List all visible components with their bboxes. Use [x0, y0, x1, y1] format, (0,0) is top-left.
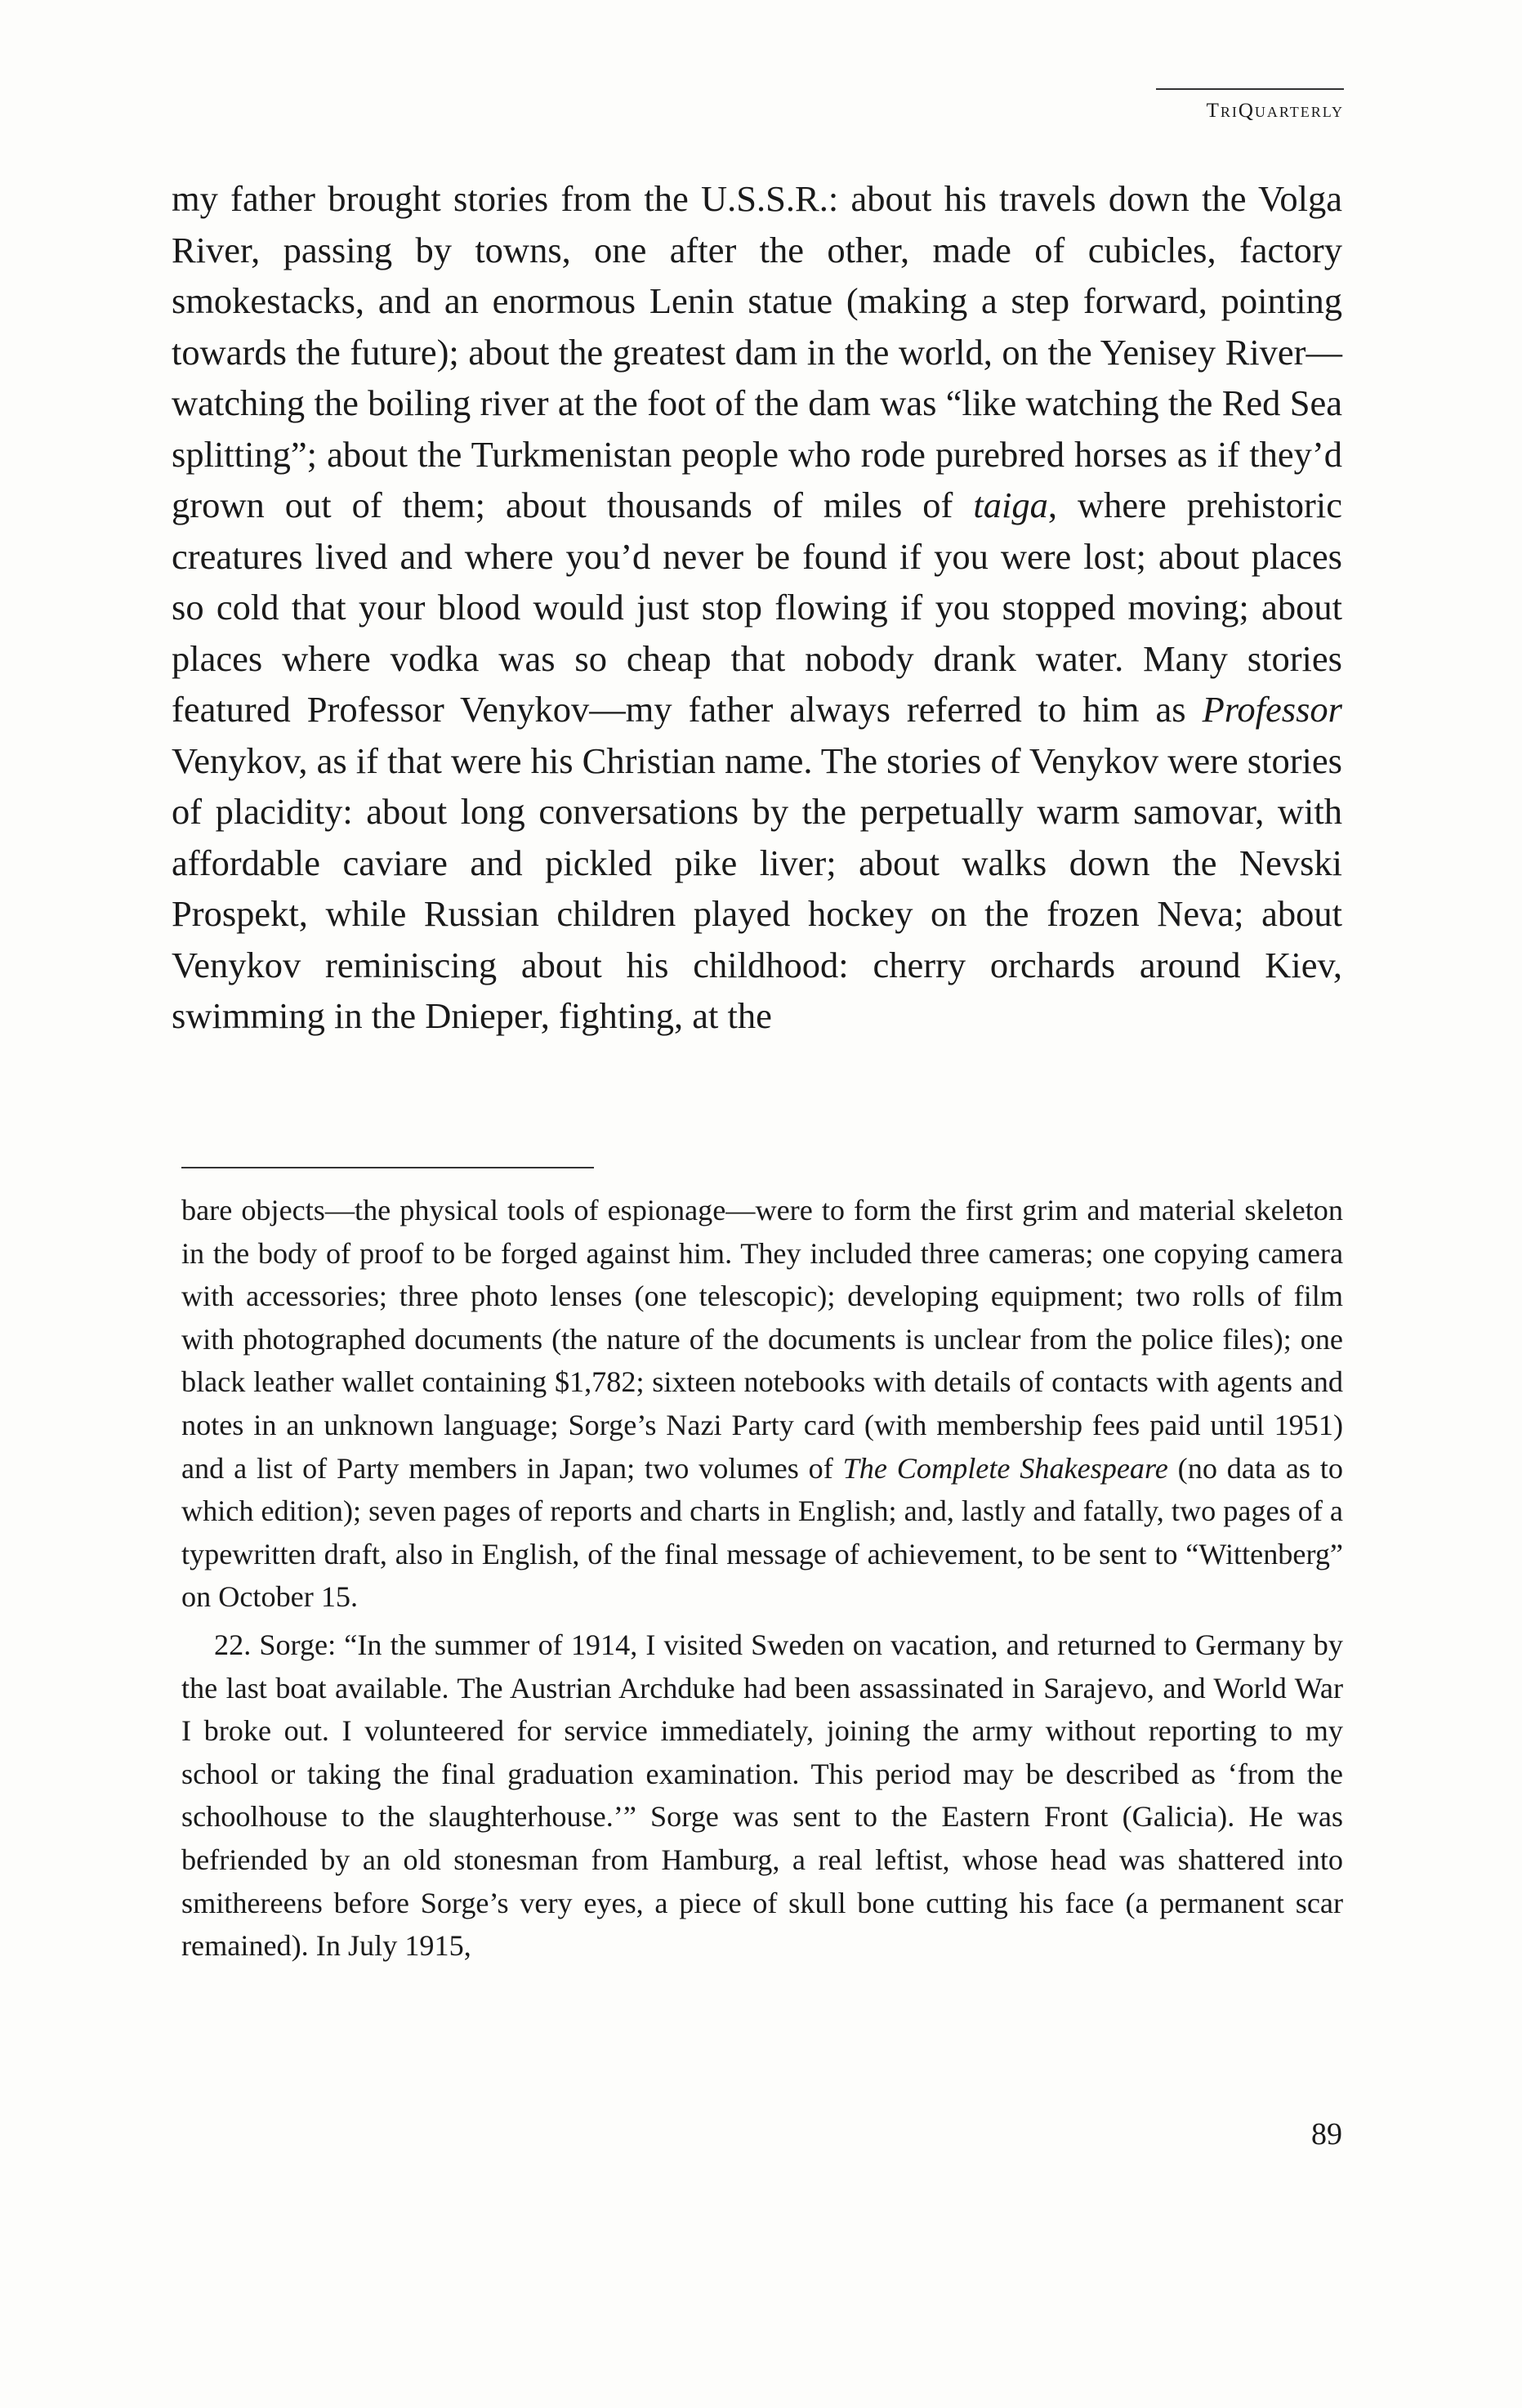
main-paragraph — [172, 173, 1342, 1042]
paragraph-text-3: Venykov, as if that were his Christian name. The stories of Venykov were stories of placidity: about long conversations by the perpetually warm samovar, with affordable caviare and pickled pike liver; about walks down the Nevski Prospekt, while Russian children played hockey on the frozen Neva; about Venykov reminiscing about his childhood: cherry orchards around Kiev, swimming in the Dnieper, fighting, at the — [172, 739, 1342, 1036]
italic-word-professor: Professor — [1202, 689, 1342, 730]
page-number: 89 — [1311, 2117, 1342, 2151]
paragraph-text-2: , where prehistoric creatures lived and where you’d never be found if you were lost; about places so cold that your blood would just stop flowing if you stopped moving; about places where vodka was so cheap that nobody drank water. Many stories featured Professor Venykov—my father always referred to him as — [172, 485, 1342, 730]
footnote-21-text-1: bare objects—the physical tools of espionage—were to form the first grim and material skeleton in the body of proof to be forged against him. They included three cameras; one copying camera with accessories; three photo lenses (one telescopic); developing equipment; two rolls of film with photographed documents (the nature of the documents is unclear from the police files); one black leather wallet containing $1,782; sixteen notebooks with details of contacts with agents and notes in an unknown language; Sorge’s Nazi Party card (with membership fees paid until 1951) and a list of Party members in Japan; two volumes of — [181, 1194, 1343, 1485]
italic-word-taiga: taiga — [973, 485, 1048, 525]
footnote-22: 22. Sorge: “In the summer of 1914, I visited Sweden on vacation, and returned to Germany by the last boat available. The Austrian Archduke had been assassinated in Sarajevo, and World War I broke out. I volunteered for service immediately, joining the army without reporting to my school or taking the final graduation examination. This period may be described as ‘from the schoolhouse to the slaughterhouse.’” Sorge was sent to the Eastern Front (Galicia). He was befriended by an old stonesman from Hamburg, a real leftist, whose head was shattered into smithereens before Sorge’s very eyes, a piece of skull bone cutting his face (a permanent scar remained). In July 1915, — [181, 1628, 1343, 1963]
running-head-title: TriQuarterly — [1206, 100, 1344, 122]
footnote-21-text-2: (no data as to which edition); seven pages of reports and charts in English; and, lastly and fatally, two pages of a typewritten draft, also in English, of the final message of achievement, to be sent to “Wittenberg” on October 15. — [181, 1451, 1343, 1614]
running-head-rule — [1156, 88, 1344, 90]
main-text — [172, 173, 1342, 1042]
footnote-21-continued — [181, 1189, 1343, 1619]
paragraph-text-1: my father brought stories from the U.S.S.R.: about his travels down the Volga River, passing by towns, one after the other, made of cubicles, factory smokestacks, and an enormous Lenin statue (making a step forward, pointing towards the future); about the greatest dam in the world, on the Yenisey River—watching the boiling river at the foot of the dam was “like watching the Red Sea splitting”; about the Turkmenistan people who rode purebred horses as if they’d grown out of them; about thousands of miles of — [172, 178, 1342, 525]
footnotes — [181, 1189, 1343, 1968]
footnote-separator — [181, 1167, 594, 1168]
running-head — [1156, 88, 1344, 123]
footnote-21-book-title: The Complete Shakespeare — [842, 1451, 1168, 1485]
